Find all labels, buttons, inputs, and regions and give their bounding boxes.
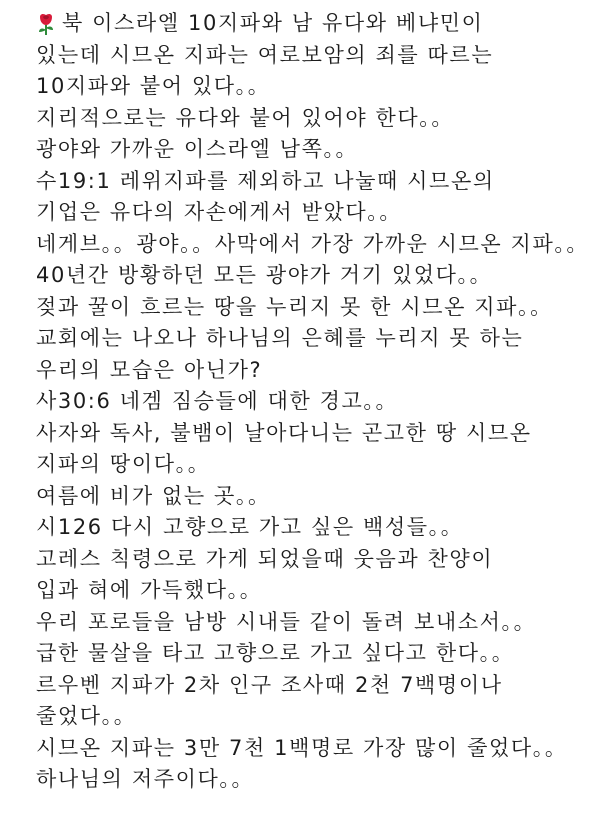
note-line-2: 있는데 시므온 지파는 여로보암의 죄를 따르는 [36,42,494,67]
note-text [36,8,596,796]
note-line-1 [36,8,596,40]
note-line-12: 우리의 모습은 아닌가? [36,357,263,382]
note-line-20: 우리 포로들을 남방 시내들 같이 돌려 보내소서。。 [36,609,537,634]
note-line-22: 르우벤 지파가 2차 인구 조사때 2천 7백명이나 [36,672,503,697]
note-line-6: 수19:1 레위지파를 제외하고 나눌때 시므온의 [36,168,495,193]
note-line-9: 40년간 방황하던 모든 광야가 거기 있었다。。 [36,263,493,287]
note-line-21: 급한 물살을 타고 고향으로 가고 싶다고 한다。。 [36,641,515,665]
note-line-8: 네게브。。광야。。사막에서 가장 가까운 시므온 지파。。 [36,231,590,256]
note-line-15: 지파의 땅이다。。 [36,452,211,476]
note-line-10: 젖과 꿀이 흐르는 땅을 누리지 못 한 시므온 지파。。 [36,294,553,319]
note-line-19: 입과 혀에 가득했다。。 [36,578,263,602]
note-line-24: 시므온 지파는 3만 7천 1백명로 가장 많이 줄었다。。 [36,735,568,760]
note-line-23: 줄었다。。 [36,704,137,728]
note-line-4: 지리적으로는 유다와 붙어 있어야 한다。。 [36,105,454,130]
note-line-14: 사자와 독사, 불뱀이 날아다니는 곤고한 땅 시므온 [36,420,532,445]
note-line-13: 사30:6 네겜 짐승들에 대한 경고。。 [36,389,399,413]
note-line-5: 광야와 가까운 이스라엘 남쪽。。 [36,137,359,161]
note-line-16: 여름에 비가 없는 곳。。 [36,483,271,508]
note-line-17: 시126 다시 고향으로 가고 싶은 백성들。。 [36,515,464,539]
note-line-25: 하나님의 저주이다。。 [36,767,255,791]
note-line-3: 10지파와 붙어 있다。。 [36,74,271,98]
note-line-11: 교회에는 나오나 하나님의 은혜를 누리지 못 하는 [36,326,524,350]
note-line-text: 북 이스라엘 10지파와 남 유다와 베냐민이 [62,11,484,35]
note-line-18: 고레스 칙령으로 가게 되었을때 웃음과 찬양이 [36,546,494,571]
note-line-7: 기업은 유다의 자손에게서 받았다。。 [36,200,402,224]
rose-icon [36,12,56,36]
